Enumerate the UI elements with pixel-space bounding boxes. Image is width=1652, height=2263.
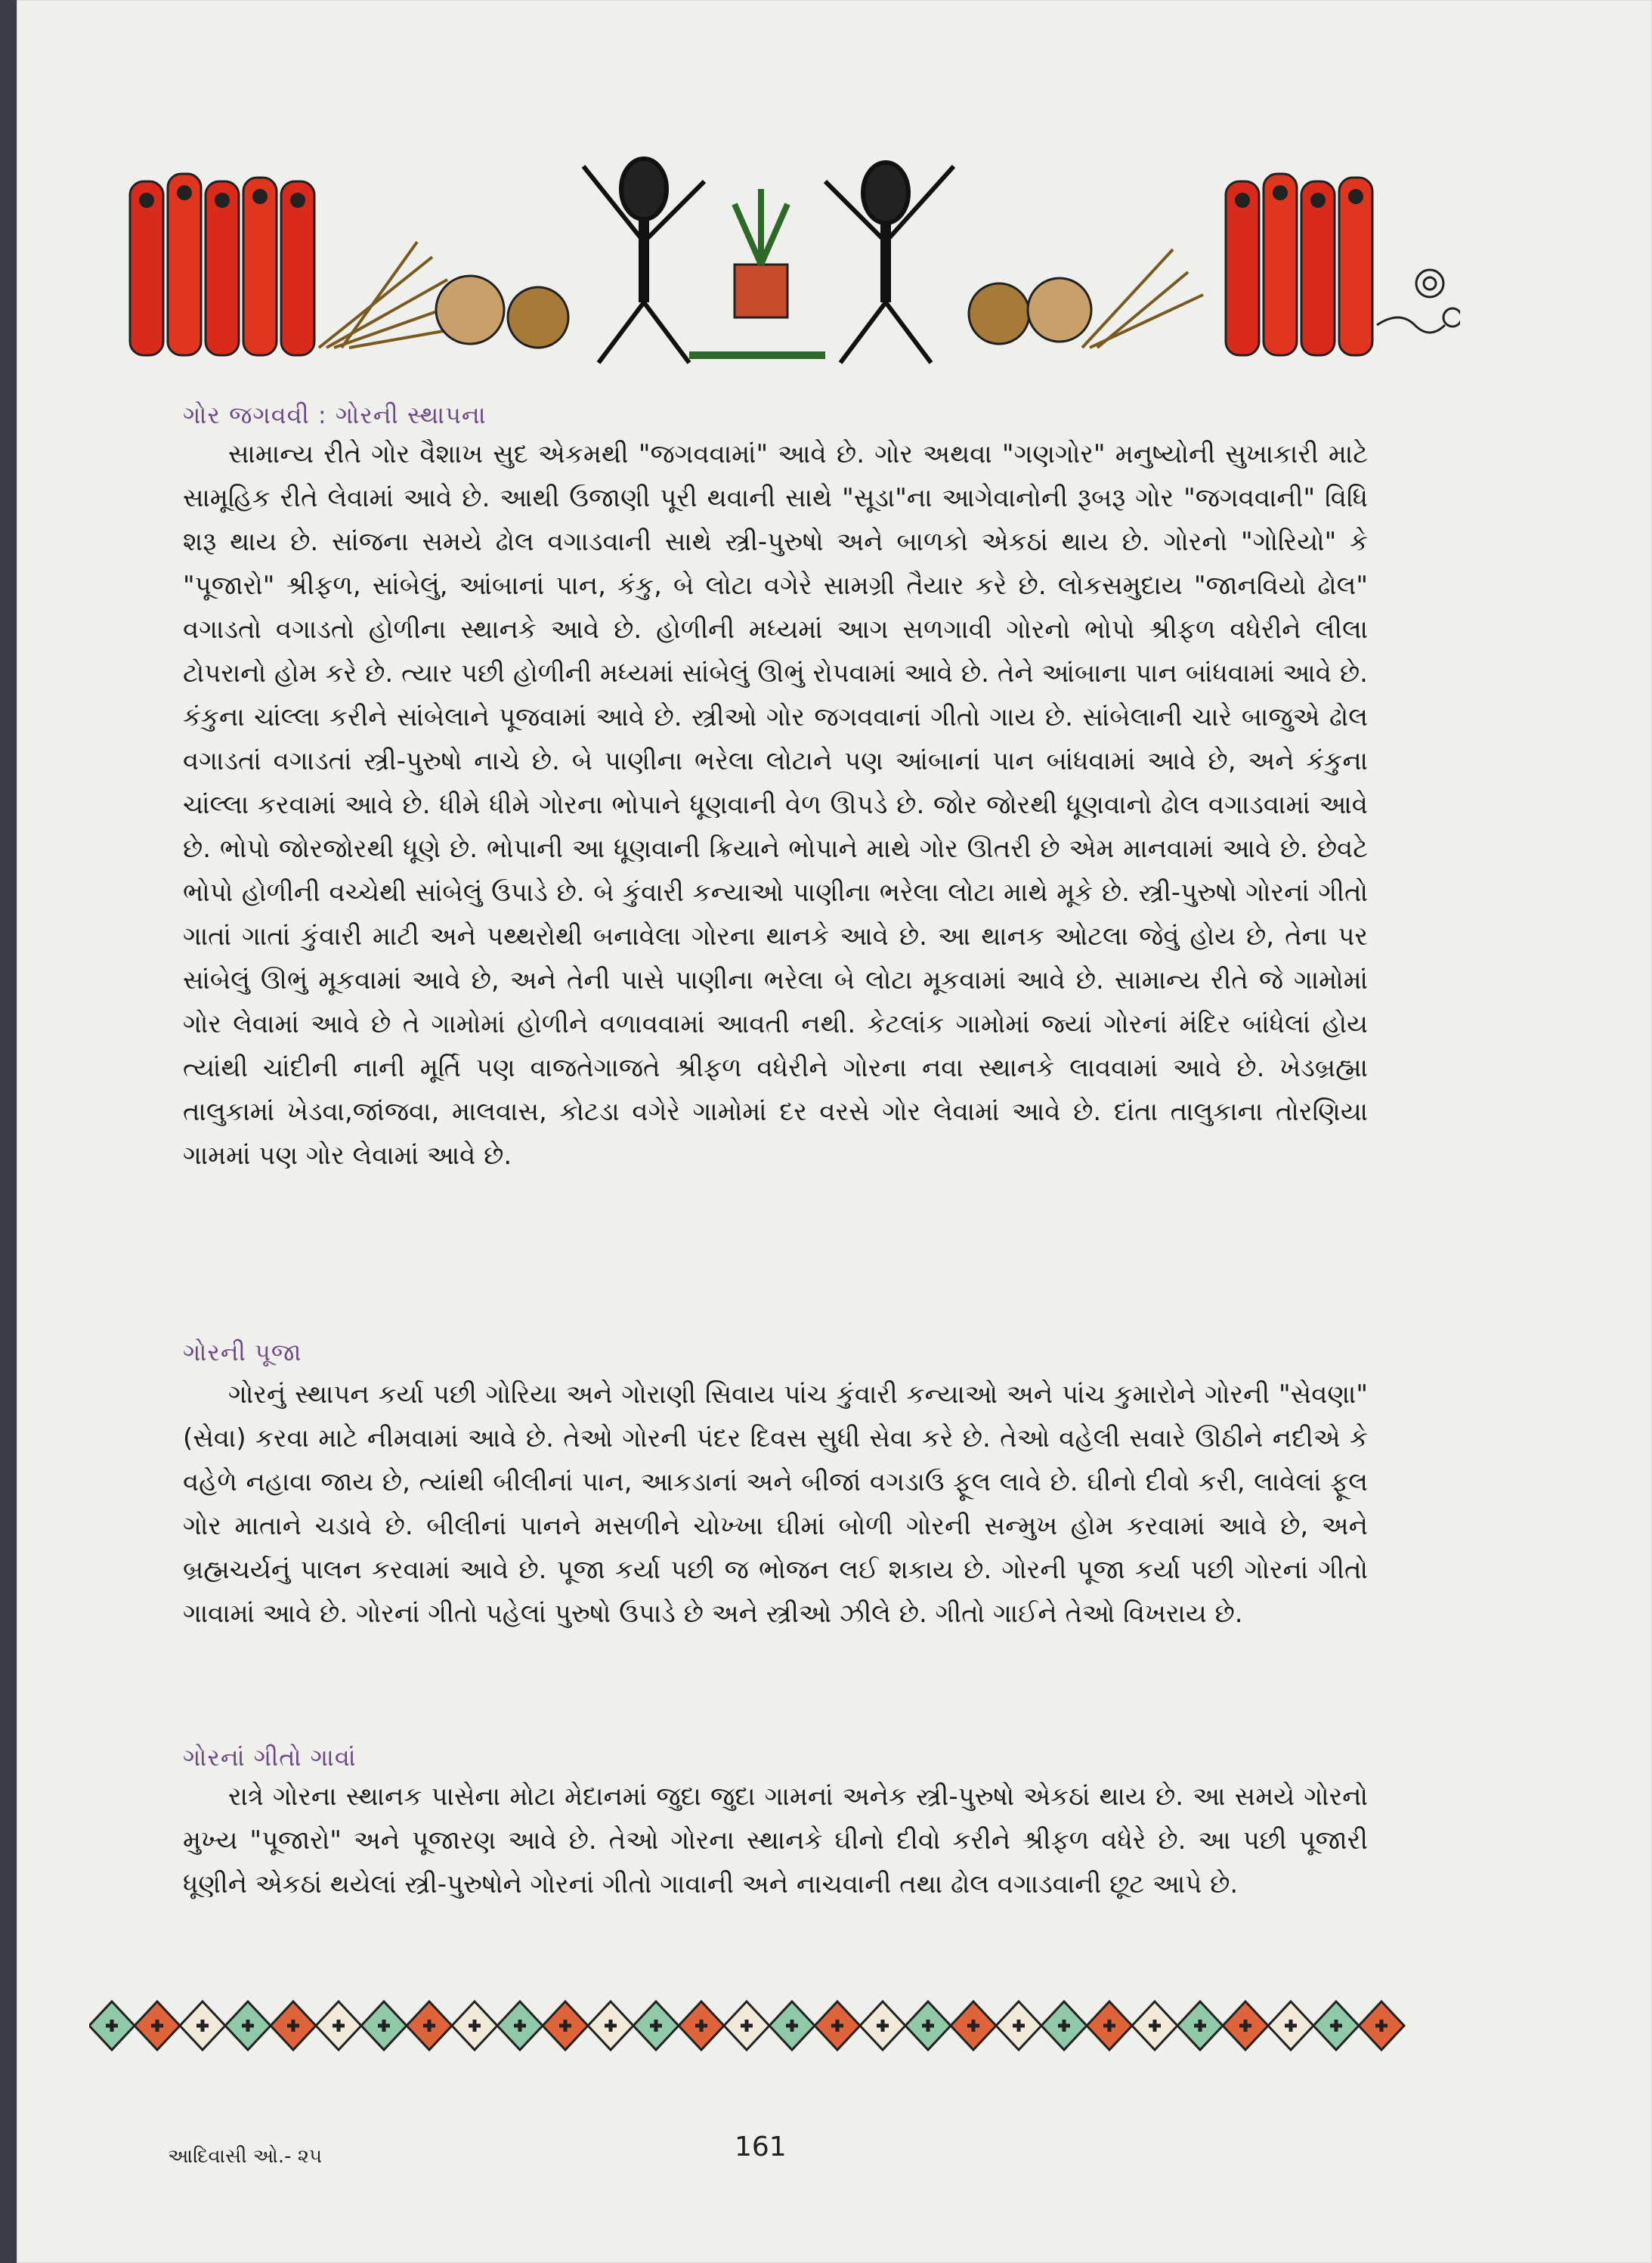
left-figure-group-icon [130, 174, 314, 355]
bird-right-icon [969, 278, 1091, 344]
page-number: 161 [735, 2131, 787, 2162]
section-heading-gor-geeto: ગોરનાં ગીતો ગાવાં [183, 1743, 357, 1772]
section-heading-gor-puja: ગોરની પૂજા [183, 1338, 302, 1367]
dancer-left-icon [583, 159, 704, 363]
foliage-right-icon [1082, 249, 1203, 348]
diamond-border-icon [89, 1995, 1442, 2056]
tribal-illustration-banner [115, 136, 1460, 378]
section-paragraph-gor-sthapana: સામાન્ય રીતે ગોર વૈશાખ સુદ એકમથી "જગવવામાં" આવે છે. ગોર અથવા "ગણગોર" મનુષ્યોની સુખાકારી માટે સામૂહિક રીતે લેવામાં આવે છે. આથી ઉજાણી પૂરી થવાની સાથે "સૂડા"ના આગેવાનોની રૂબરૂ ગોર "જગવવાની" વિધિ શરૂ થાય છે. સાંજના સમયે ઢોલ વગાડવાની સાથે સ્ત્રી-પુરુષો અને બાળકો એકઠાં થાય છે. ગોરનો "ગોરિયો" કે "પૂજારો" શ્રીફળ, સાંબેલું, આંબાનાં પાન, કંકુ, બે લોટા વગેરે સામગ્રી તૈયાર કરે છે. લોકસમુદાય "જાનવિયો ઢોલ" વગાડતો વગાડતો હોળીના સ્થાનકે આવે છે. હોળીની મધ્યમાં આગ સળગાવી ગોરનો ભોપો શ્રીફળ વધેરીને લીલા ટોપરાનો હોમ કરે છે. ત્યાર પછી હોળીની મધ્યમાં સાંબેલું ઊભું રોપવામાં આવે છે. તેને આંબાના પાન બાંધવામાં આવે છે. કંકુના ચાંલ્લા કરીને સાંબેલાને પૂજવામાં આવે છે. સ્ત્રીઓ ગોર જગવવાનાં ગીતો ગાય છે. સાંબેલાની ચારે બાજુએ ઢોલ વગાડતાં વગાડતાં સ્ત્રી-પુરુષો નાચે છે. બે પાણીના ભરેલા લોટાને પણ આંબાનાં પાન બાંધવામાં આવે છે, અને કંકુના ચાંલ્લા કરવામાં આવે છે. ધીમે ધીમે ગોરના ભોપાને ધૂણવાની વેળ ઊપડે છે. જોર જોરથી ધૂણવાનો ઢોલ વગાડવામાં આવે છે. ભોપો જોરજોરથી ધૂણે છે. ભોપાની આ ધૂણવાની ક્રિયાને ભોપાને માથે ગોર ઊતરી છે એમ માનવામાં આવે છે. છેવટે ભોપો હોળીની વચ્ચેથી સાંબેલું ઉપાડે છે. બે કુંવારી કન્યાઓ પાણીના ભરેલા લોટા માથે મૂકે છે. સ્ત્રી-પુરુષો ગોરનાં ગીતો ગાતાં ગાતાં કુંવારી માટી અને પથ્થરોથી બનાવેલા ગોરના થાનકે આવે છે. આ થાનક ઓટલા જેવું હોય છે, તેના પર સાંબેલું ઊભું મૂકવામાં આવે છે, અને તેની પાસે પાણીના ભરેલા બે લોટા મૂકવામાં આવે છે. સામાન્ય રીતે જે ગામોમાં ગોર લેવામાં આવે છે તે ગામોમાં હોળીને વળાવવામાં આવતી નથી. કેટલાંક ગામોમાં જ્યાં ગોરનાં મંદિર બાંધેલાં હોય ત્યાંથી ચાંદીની નાની મૂર્તિ પણ વાજતેગાજતે શ્રીફળ વધેરીને ગોરના નવા સ્થાનકે લાવવામાં આવે છે. ખેડબ્રહ્મા તાલુકામાં ખેડવા,જાંજવા, માલવાસ, કોટડા વગેરે ગામોમાં દર વરસે ગોર લેવામાં આવે છે. દાંતા તાલુકાના તોરણિયા ગામમાં પણ ગોર લેવામાં આવે છે. [183, 439, 1368, 1171]
dancer-right-icon [825, 163, 954, 363]
central-plant-icon [689, 189, 825, 355]
bird-left-icon [436, 276, 568, 348]
footer-book-label: આદિવાસી ઓ.- ૨૫ [168, 2145, 323, 2168]
section-heading-gor-sthapana: ગોર જગવવી : ગોરની સ્થાપના [183, 401, 487, 429]
section-paragraph-gor-puja: ગોરનું સ્થાપન કર્યા પછી ગોરિયા અને ગોરાણી સિવાય પાંચ કુંવારી કન્યાઓ અને પાંચ કુમારોને ગોરની "સેવણા" (સેવા) કરવા માટે નીમવામાં આવે છે. તેઓ ગોરની પંદર દિવસ સુધી સેવા કરે છે. તેઓ વહેલી સવારે ઊઠીને નદીએ કે વહેળે નહાવા જાય છે, ત્યાંથી બીલીનાં પાન, આકડાનાં અને બીજાં વગડાઉ ફૂલ લાવે છે. ઘીનો દીવો કરી, લાવેલાં ફૂલ ગોર માતાને ચડાવે છે. બીલીનાં પાનને મસળીને ચોખ્ખા ઘીમાં બોળી ગોરની સન્મુખ હોમ કરવામાં આવે છે, અને બ્રહ્મચર્યનું પાલન કરવામાં આવે છે. પૂજા કર્યા પછી જ ભોજન લઈ શકાય છે. ગોરની પૂજા કર્યા પછી ગોરનાં ગીતો ગાવામાં આવે છે. ગોરનાં ગીતો પહેલાં પુરુષો ઉપાડે છે અને સ્ત્રીઓ ઝીલે છે. ગીતો ગાઈને તેઓ વિખરાય છે. [183, 1379, 1368, 1629]
book-page [17, 0, 1652, 2263]
spiral-flourish-icon [1377, 270, 1460, 333]
section-paragraph-gor-geeto: રાત્રે ગોરના સ્થાનક પાસેના મોટા મેદાનમાં જુદા જુદા ગામનાં અનેક સ્ત્રી-પુરુષો એકઠાં થાય છે. આ સમયે ગોરનો મુખ્ય "પૂજારો" અને પૂજારણ આવે છે. તેઓ ગોરના સ્થાનકે ઘીનો દીવો કરીને શ્રીફળ વધેરે છે. આ પછી પૂજારી ધૂણીને એકઠાં થયેલાં સ્ત્રી-પુરુષોને ગોરનાં ગીતો ગાવાની અને નાચવાની તથા ઢોલ વગાડવાની છૂટ આપે છે. [183, 1782, 1368, 1899]
right-figure-group-icon [1226, 174, 1372, 355]
